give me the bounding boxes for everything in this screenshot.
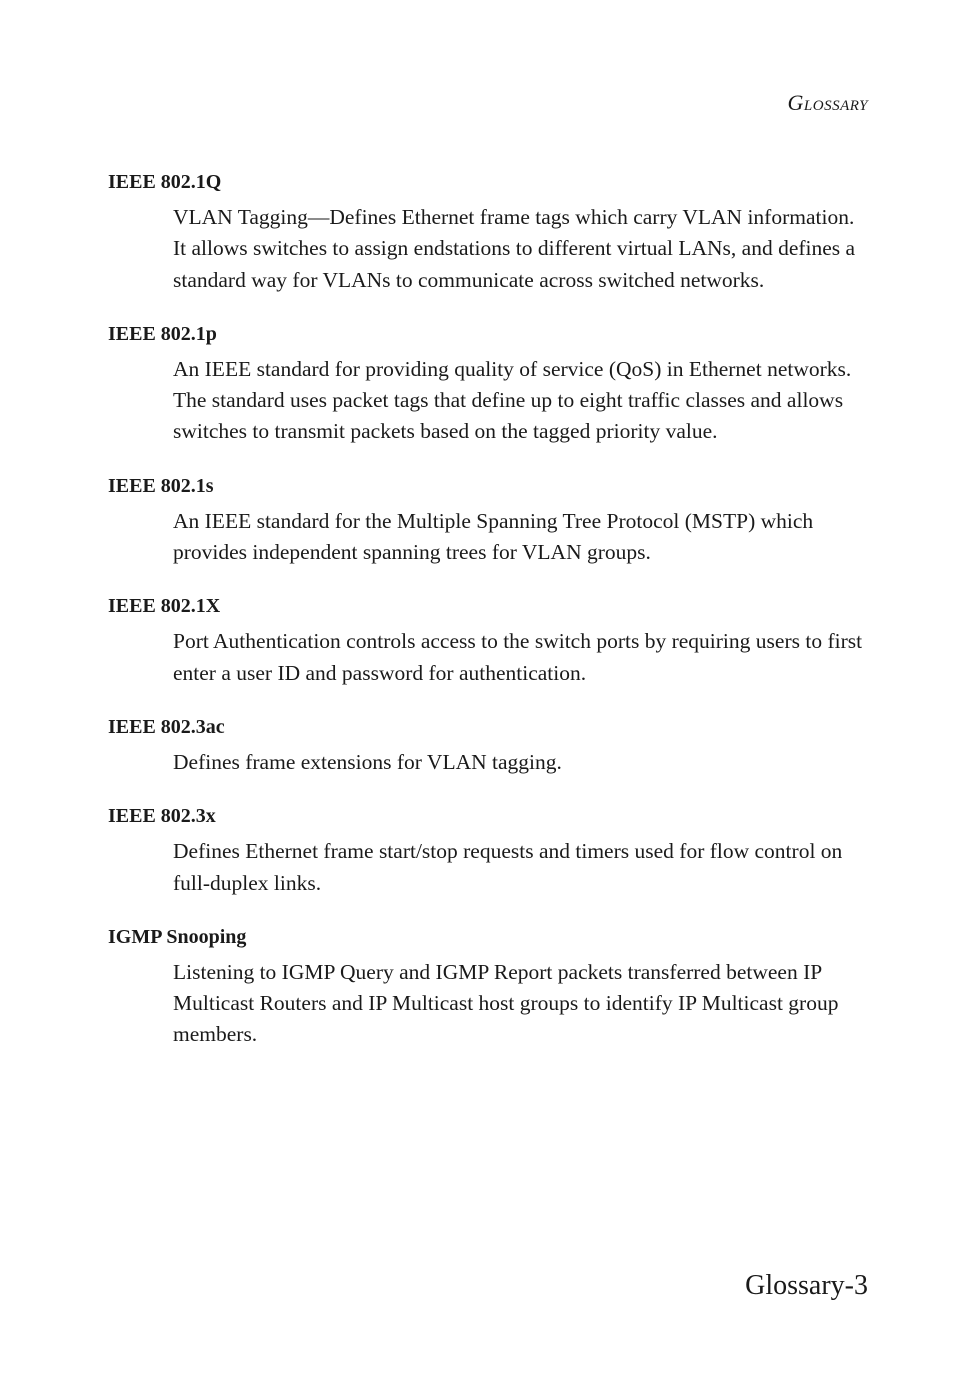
running-header: Glossary bbox=[787, 90, 868, 115]
glossary-definition: VLAN Tagging—Defines Ethernet frame tags which carry VLAN information. It allows switches to assign endstations to different virtual LANs, and defines a standard way for VLANs to communicate across switched networks. bbox=[173, 205, 856, 292]
glossary-definition: An IEEE standard for providing quality of service (QoS) in Ethernet networks. The standard uses packet tags that define up to eight traffic classes and allows switches to transmit packets based on the tagged priority value. bbox=[173, 356, 852, 444]
glossary-entry bbox=[108, 472, 868, 569]
glossary-term: IEEE 802.3ac bbox=[108, 715, 225, 738]
glossary-entry bbox=[108, 923, 868, 1051]
page-number: Glossary-3 bbox=[745, 1270, 868, 1301]
glossary-term: IEEE 802.1p bbox=[108, 322, 217, 345]
glossary-entries bbox=[108, 168, 868, 1075]
glossary-definition: Defines Ethernet frame start/stop requests and timers used for flow control on full-duplex links. bbox=[173, 839, 843, 895]
glossary-definition: An IEEE standard for the Multiple Spanning Tree Protocol (MSTP) which provides independent spanning trees for VLAN groups. bbox=[173, 508, 814, 565]
glossary-term: IEEE 802.3x bbox=[108, 805, 216, 828]
glossary-term: IEEE 802.1s bbox=[108, 474, 214, 497]
glossary-entry bbox=[108, 713, 868, 778]
glossary-entry bbox=[108, 168, 868, 296]
glossary-term: IEEE 802.1X bbox=[108, 595, 221, 618]
glossary-entry bbox=[108, 320, 868, 448]
glossary-entry bbox=[108, 592, 868, 689]
glossary-definition: Defines frame extensions for VLAN tagging. bbox=[173, 749, 562, 774]
glossary-definition: Listening to IGMP Query and IGMP Report packets transferred between IP Multicast Routers and IP Multicast host groups to identify IP Multicast group members. bbox=[173, 959, 839, 1047]
glossary-definition: Port Authentication controls access to the switch ports by requiring users to first enter a user ID and password for authentication. bbox=[173, 629, 863, 685]
glossary-term: IEEE 802.1Q bbox=[108, 171, 222, 193]
glossary-term: IGMP Snooping bbox=[108, 925, 247, 948]
glossary-entry bbox=[108, 802, 868, 899]
